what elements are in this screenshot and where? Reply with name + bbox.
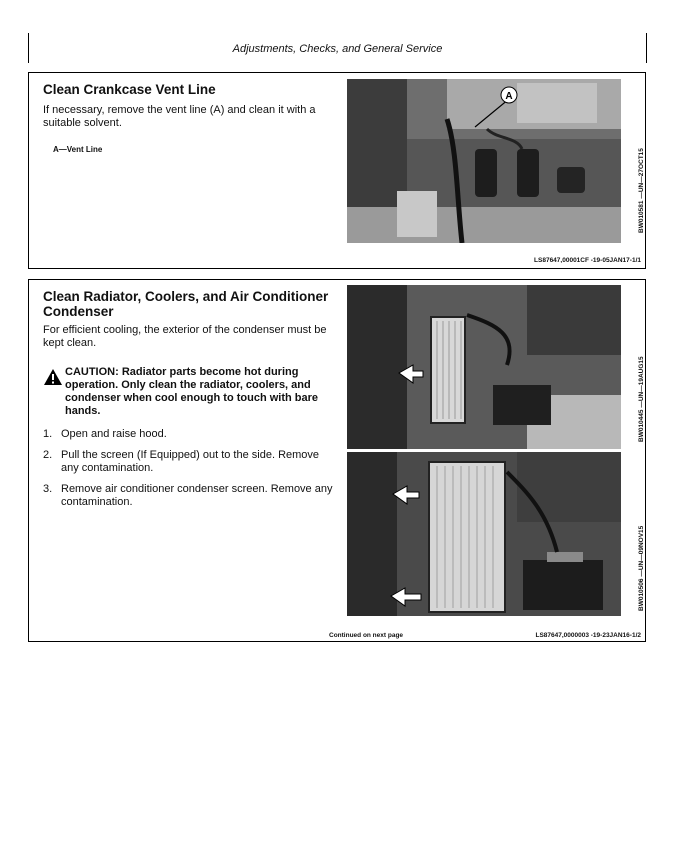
list-item [43,449,337,475]
step-text: Pull the screen (If Equipped) out to the side. Remove any contamination. [61,449,320,474]
callout-legend: A—Vent Line [53,145,103,154]
step-number: 2. [43,449,53,461]
page-header: Adjustments, Checks, and General Service [232,43,443,55]
warning-triangle-icon [43,368,63,386]
list-item [43,428,337,441]
section-title: Clean Radiator, Coolers, and Air Conditioner Condenser [43,289,329,319]
photo-code-2: BW010506 —UN—09NOV15 [638,525,645,611]
step-text: Remove air conditioner condenser screen. Remove any contamination. [61,483,333,508]
steps-list [43,428,337,517]
step-number: 1. [43,428,53,440]
radiator-photo-1 [347,285,621,449]
radiator-photo-2 [347,452,621,616]
footer-code: LS87647,0000003 -19-23JAN16-1/2 [535,632,641,639]
list-item [43,483,337,509]
section-radiator-clean [28,279,646,642]
step-text: Open and raise hood. [61,428,167,440]
crankcase-photo [347,79,621,243]
step-number: 3. [43,483,53,495]
photo-code: BW010581 —UN—27OCT15 [638,148,645,233]
section-crankcase-vent [28,72,646,269]
photo-code-1: BW010445 —UN—19AUG15 [638,356,645,442]
photo-label-a: A [505,91,513,102]
section-title: Clean Crankcase Vent Line [43,82,216,97]
caution-text: CAUTION: Radiator parts become hot during operation. Only clean the radiator, coolers, and condenser when cool enough to touch with bare hands. [65,366,319,417]
section-body: If necessary, remove the vent line (A) and clean it with a suitable solvent. [43,104,316,129]
footer-code: LS87647,00001CF -19-05JAN17-1/1 [534,257,641,264]
continued-note: Continued on next page [329,632,404,639]
section-intro: For efficient cooling, the exterior of the condenser must be kept clean. [43,324,327,349]
